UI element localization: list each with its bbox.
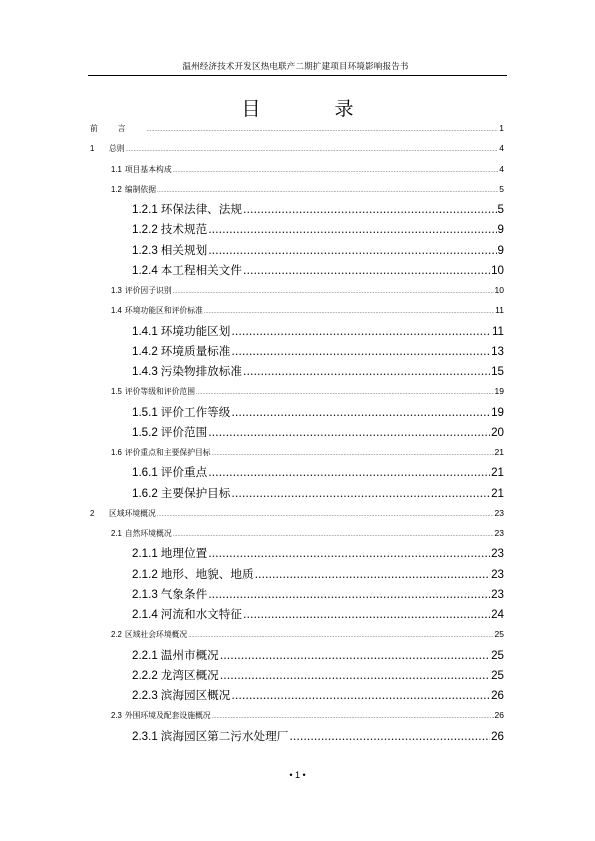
toc-entry-number: 1.2.3: [132, 243, 158, 257]
toc-entry-number: 1.1: [111, 164, 122, 174]
toc-entry-page: 21: [491, 466, 504, 480]
toc-entry-page: 26: [491, 689, 504, 702]
toc-entry[interactable]: [90, 726, 504, 746]
toc-entry-page: 19: [491, 405, 504, 419]
dot-leader: [208, 585, 490, 605]
dot-leader: [212, 707, 494, 727]
toc-entry-number: 1.5.1: [132, 405, 158, 419]
toc-entry-label: 污染物排放标准: [160, 364, 242, 378]
dot-leader: [231, 342, 490, 362]
toc-entry-number: 1.2.2: [132, 223, 158, 237]
toc-entry-label: 环境功能区和评价标准: [124, 306, 203, 316]
toc-entry-page: 1: [499, 123, 504, 133]
dot-leader: [243, 261, 490, 281]
dot-leader: [157, 181, 498, 201]
toc-entry-number: 2: [90, 508, 95, 518]
toc-entry-page: 23: [491, 567, 504, 581]
toc-entry-number: 2.2: [111, 630, 122, 640]
toc-entry-label: 环保法律、法规: [160, 202, 242, 216]
dot-leader: [231, 322, 491, 342]
toc-entry[interactable]: [90, 381, 504, 401]
toc-entry-label: 技术规范: [160, 222, 208, 237]
toc-entry[interactable]: [90, 179, 504, 199]
toc-entry-label: 地理位置: [160, 546, 208, 561]
toc-entry-number: 2.2.1: [132, 648, 158, 662]
toc-entry-number: 1: [90, 144, 95, 154]
dot-leader: [231, 686, 490, 706]
toc-entry[interactable]: [90, 705, 504, 725]
toc-entry-label: 项目基本构成: [124, 164, 172, 174]
toc-entry-page: 4: [499, 143, 504, 154]
dot-leader: [243, 605, 490, 625]
toc-entry-number: 2.1.3: [132, 587, 158, 601]
toc-entry-number: 1.5.2: [132, 425, 158, 439]
dot-leader: [173, 525, 494, 545]
toc-entry-page: 23: [494, 528, 504, 538]
toc-entry-label: 自然环境概况: [124, 529, 172, 538]
toc-entry-label: 河流和水文特征: [160, 607, 242, 621]
toc-entry-number: 2.1.2: [132, 567, 158, 581]
toc-entry-page: 13: [491, 344, 504, 358]
toc-entry-page: 23: [494, 507, 504, 518]
toc-entry-page: 26: [491, 729, 504, 743]
dot-leader: [147, 120, 499, 140]
toc-entry-label: 地形、地貌、地质: [160, 566, 254, 581]
dot-leader: [208, 463, 490, 483]
toc-entry[interactable]: [90, 240, 504, 260]
toc-entry[interactable]: [90, 584, 504, 604]
toc-entry[interactable]: [90, 361, 504, 381]
toc-entry[interactable]: [90, 564, 504, 584]
toc-entry-number: 2.1: [111, 529, 122, 538]
toc-entry-number: 1.4.1: [132, 324, 158, 338]
toc-entry-label: 评价等级和评价范围: [124, 387, 196, 397]
toc-entry-label: 编制依据: [124, 184, 157, 194]
toc-entry-number: 1.6: [111, 448, 122, 457]
toc-entry[interactable]: [90, 422, 504, 442]
header-divider: [88, 75, 507, 76]
toc-entry-page: 10: [491, 263, 504, 277]
toc-entry-number: 1.2: [111, 184, 122, 194]
toc-entry-page: 9: [497, 223, 504, 237]
toc-entry[interactable]: [90, 300, 504, 320]
toc-entry-label: 气象条件: [160, 586, 208, 601]
toc-entry[interactable]: [90, 624, 504, 644]
dot-leader: [126, 140, 499, 160]
toc-entry-number: 2.3.1: [132, 729, 158, 743]
toc-entry-page: 5: [499, 183, 504, 194]
toc-entry-page: 21: [494, 447, 504, 457]
dot-leader: [243, 362, 490, 382]
toc-entry-number: 1.4.2: [132, 344, 158, 358]
toc-entry-page: 15: [491, 365, 504, 378]
toc-entry-page: 5: [497, 203, 504, 216]
toc-entry[interactable]: [90, 260, 504, 280]
toc-entry-page: 24: [491, 608, 504, 621]
dot-leader: [208, 241, 496, 261]
toc-entry-label: 前言: [90, 124, 146, 133]
dot-leader: [220, 646, 490, 666]
dot-leader: [289, 727, 490, 747]
toc-entry-number: 1.2.1: [132, 203, 158, 216]
toc-entry[interactable]: [90, 543, 504, 563]
toc-entry-label: 滨海园区第二污水处理厂: [160, 728, 289, 743]
toc-entry[interactable]: [90, 138, 504, 158]
toc-entry-page: 11: [491, 324, 504, 338]
toc-entry[interactable]: [90, 118, 504, 138]
toc-entry-page: 19: [494, 386, 504, 397]
toc-entry[interactable]: [90, 402, 504, 422]
toc-entry[interactable]: [90, 341, 504, 361]
toc-entry-number: 1.6.2: [132, 486, 158, 500]
toc-entry[interactable]: [90, 219, 504, 239]
toc-entry[interactable]: [90, 462, 504, 482]
toc-entry-number: 2.2.3: [132, 689, 158, 702]
toc-entry[interactable]: [90, 665, 504, 685]
dot-leader: [173, 282, 494, 302]
dot-leader: [173, 161, 499, 181]
dot-leader: [212, 444, 494, 464]
toc-entry-page: 25: [491, 668, 504, 682]
toc-entry-label: 总则: [109, 144, 125, 154]
toc-entry-page: 25: [494, 629, 504, 640]
dot-leader: [220, 666, 490, 686]
toc-entry[interactable]: [90, 321, 504, 341]
toc-entry-label: 区域环境概况: [109, 508, 156, 518]
toc-entry-number: 1.5: [111, 387, 122, 397]
toc-entry-page: 10: [494, 285, 504, 295]
toc-entry-page: 9: [497, 243, 504, 257]
toc-entry[interactable]: [90, 604, 504, 624]
toc-entry-number: 1.4: [111, 306, 122, 316]
dot-leader: [243, 200, 497, 220]
toc-entry-page: 23: [491, 547, 504, 561]
table-of-contents: [90, 118, 504, 746]
toc-entry-label: 评价重点: [160, 465, 208, 480]
toc-entry-label: 本工程相关文件: [160, 262, 242, 277]
toc-entry-number: 2.2.2: [132, 668, 158, 682]
dot-leader: [196, 383, 494, 403]
toc-entry-page: 11: [495, 305, 504, 316]
dot-leader: [208, 220, 496, 240]
toc-entry-number: 1.4.3: [132, 365, 158, 378]
dot-leader: [255, 565, 491, 585]
toc-entry-page: 23: [491, 587, 504, 601]
dot-leader: [204, 302, 494, 322]
toc-entry[interactable]: [90, 503, 504, 523]
toc-entry-page: 21: [491, 486, 504, 500]
toc-entry-label: 滨海园区概况: [160, 688, 231, 702]
toc-entry-page: 20: [491, 425, 504, 439]
toc-entry-label: 环境质量标准: [160, 343, 231, 358]
toc-entry-page: 4: [499, 163, 504, 174]
toc-entry-label: 环境功能区划: [160, 323, 231, 338]
running-header: 温州经济技术开发区热电联产二期扩建项目环境影响报告书: [182, 62, 409, 72]
dot-leader: [231, 484, 490, 504]
page-title: 目 录: [241, 98, 388, 120]
toc-entry-label: 评价重点和主要保护目标: [124, 448, 211, 457]
toc-entry[interactable]: [90, 523, 504, 543]
toc-entry[interactable]: [90, 442, 504, 462]
toc-entry-label: 龙湾区概况: [160, 667, 219, 682]
toc-entry-page: 25: [491, 648, 504, 662]
toc-entry-number: 2.1.1: [132, 547, 158, 561]
toc-entry-number: 2.1.4: [132, 608, 158, 621]
toc-entry-label: 相关规划: [160, 242, 208, 257]
toc-entry-number: 2.3: [111, 711, 122, 721]
toc-entry-label: 外围环境及配套设施概况: [124, 711, 211, 721]
dot-leader: [231, 403, 490, 423]
dot-leader: [157, 505, 494, 525]
dot-leader: [208, 423, 490, 443]
toc-entry-label: 评价范围: [160, 424, 208, 439]
dot-leader: [188, 626, 493, 646]
toc-entry[interactable]: [90, 199, 504, 219]
toc-entry-label: 评价工作等级: [160, 404, 231, 419]
toc-entry[interactable]: [90, 645, 504, 665]
toc-entry[interactable]: [90, 685, 504, 705]
page-number: • 1 •: [289, 770, 306, 780]
toc-entry-label: 温州市概况: [160, 647, 219, 662]
toc-entry[interactable]: [90, 159, 504, 179]
toc-entry-label: 主要保护目标: [160, 485, 231, 500]
toc-entry-number: 1.6.1: [132, 466, 158, 480]
dot-leader: [208, 544, 490, 564]
toc-entry[interactable]: [90, 483, 504, 503]
toc-entry-number: 1.3: [111, 286, 122, 295]
toc-entry-label: 区域社会环境概况: [124, 630, 188, 640]
toc-entry-label: 评价因子识别: [124, 286, 172, 295]
toc-entry-number: 1.2.4: [132, 263, 158, 277]
toc-entry-page: 26: [494, 710, 504, 721]
toc-entry[interactable]: [90, 280, 504, 300]
